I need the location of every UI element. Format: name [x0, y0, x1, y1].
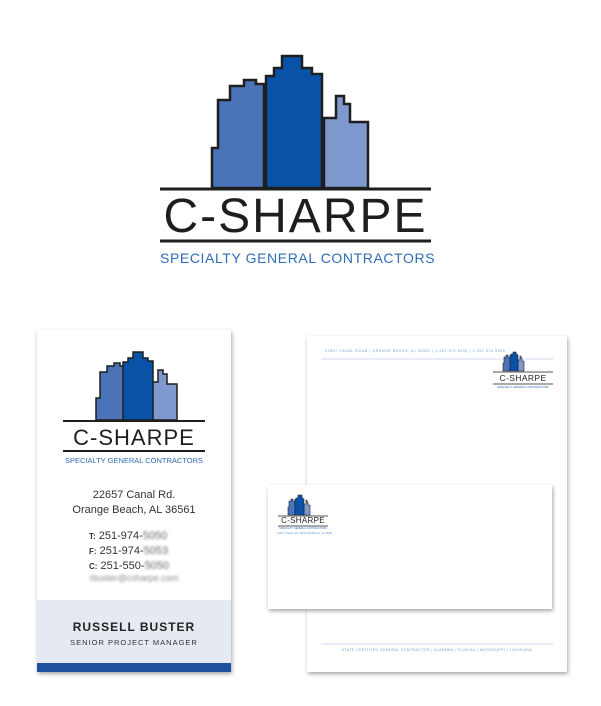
card-accent-bar	[37, 663, 231, 672]
card-person-title: SENIOR PROJECT MANAGER	[70, 638, 198, 647]
logo-tagline: SPECIALTY GENERAL CONTRACTORS	[160, 250, 436, 266]
phone-number: 251-550-	[100, 560, 145, 572]
center-building	[266, 56, 322, 188]
phone-line	[89, 559, 169, 574]
envelope-return-address: 22657 CANAL RD. ORANGE BEACH, AL 36561	[277, 532, 333, 535]
business-card	[37, 330, 231, 672]
phone-number: 251-974-	[99, 545, 144, 557]
letterhead-tagline: SPECIALTY GENERAL CONTRACTORS	[497, 385, 549, 389]
phone-number-blurred: 5050	[144, 560, 170, 572]
address-line-2: Orange Beach, AL 36561	[72, 504, 196, 516]
phone-label: T:	[89, 532, 96, 541]
envelope-tagline: SPECIALTY GENERAL CONTRACTORS	[279, 527, 327, 530]
envelope-logo-graphic	[268, 485, 552, 609]
logo-wordmark: C-SHARPE	[163, 190, 428, 243]
card-address	[37, 488, 231, 518]
card-person-name: RUSSELL BUSTER	[72, 620, 196, 634]
card-wordmark: C-SHARPE	[73, 425, 195, 450]
phone-label: C:	[89, 562, 98, 571]
phone-number: 251-974-	[98, 530, 143, 542]
right-building	[324, 96, 368, 188]
address-line-1: 22657 Canal Rd.	[92, 489, 176, 501]
main-logo	[0, 0, 601, 280]
envelope	[268, 485, 552, 609]
phone-number-blurred: 5050	[142, 530, 168, 542]
phone-line	[89, 544, 169, 559]
letterhead-contact-line: 22657 CANAL ROAD | ORANGE BEACH, AL 36561 | 1.251.974.5050 | 1.251.974.5053	[325, 349, 506, 353]
phone-number-blurred: 5053	[143, 545, 169, 557]
card-phone-list	[89, 529, 169, 574]
letterhead-footer-line: STATE CERTIFIED GENERAL CONTRACTOR | ALABAMA | FLORIDA | MISSISSIPPI | LOUISIANA	[341, 648, 533, 652]
card-tagline: SPECIALTY GENERAL CONTRACTORS	[64, 456, 204, 465]
left-building	[212, 80, 264, 188]
letterhead-wordmark: C-SHARPE	[499, 373, 547, 383]
phone-label: F:	[89, 547, 97, 556]
envelope-wordmark: C-SHARPE	[281, 516, 325, 525]
phone-line	[89, 529, 169, 544]
card-email-blurred: rbuster@csharpe.com	[89, 573, 179, 583]
